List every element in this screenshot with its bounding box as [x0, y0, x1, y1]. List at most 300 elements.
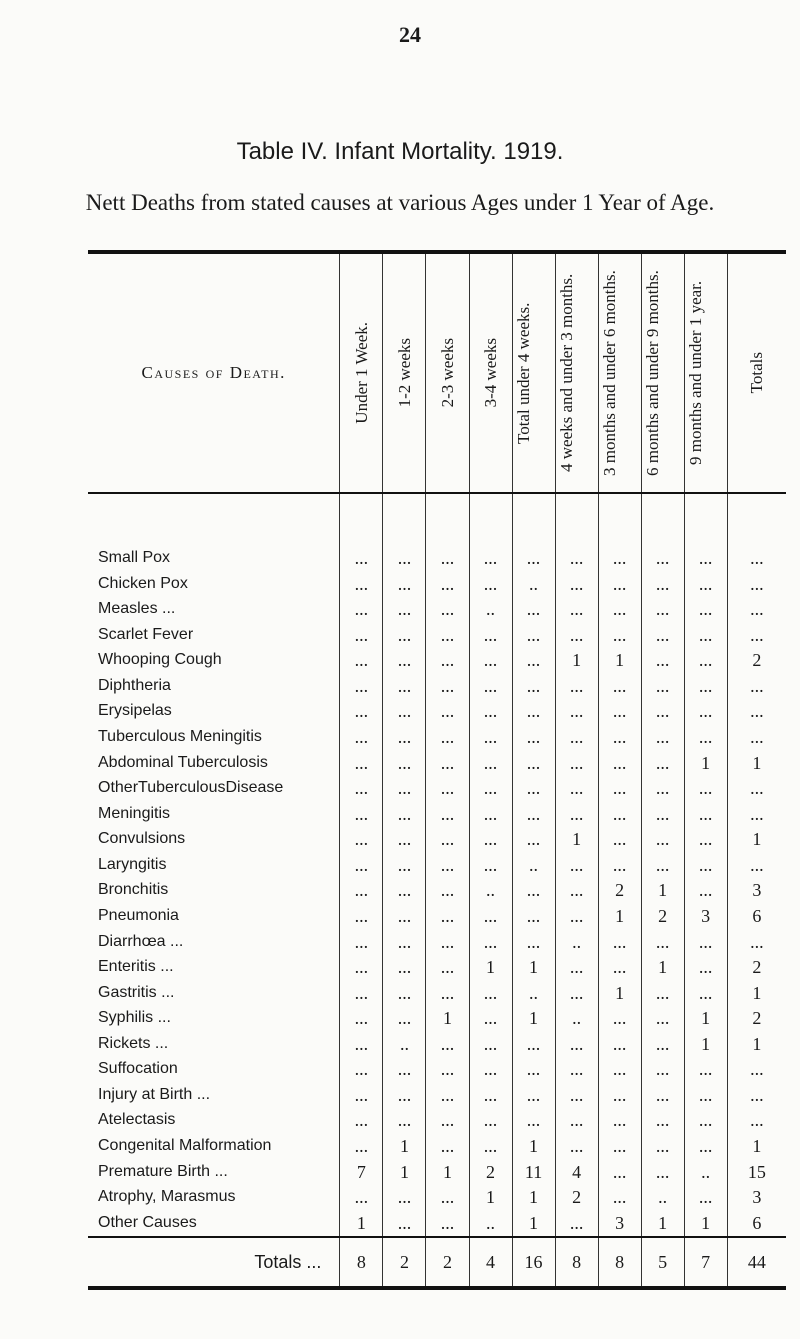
value-cell: ... [641, 1082, 684, 1108]
value-cell: ... [598, 852, 641, 878]
value-cell: ... [469, 545, 512, 571]
value-cell: 11 [512, 1159, 555, 1185]
cause-label: Diarrhœa ... [98, 932, 184, 950]
table-row [88, 801, 786, 827]
value-cell: ... [383, 929, 426, 955]
header-9-months-1-year: 9 months and under 1 year. [684, 252, 727, 493]
table-row [88, 699, 786, 725]
value-cell: ... [340, 648, 383, 674]
value-cell: 1 [684, 1031, 727, 1057]
value-cell: ... [598, 622, 641, 648]
value-cell: ... [684, 622, 727, 648]
value-cell: 15 [727, 1159, 786, 1185]
table-row [88, 878, 786, 904]
value-cell: ... [340, 980, 383, 1006]
value-cell: ... [512, 903, 555, 929]
total-cell: 16 [512, 1237, 555, 1288]
value-cell: ... [340, 903, 383, 929]
value-cell: ... [555, 1108, 598, 1134]
value-cell: .. [512, 852, 555, 878]
value-cell: ... [555, 724, 598, 750]
cause-label: Meningitis [98, 804, 171, 822]
value-cell: ... [469, 1057, 512, 1083]
value-cell: ... [641, 648, 684, 674]
value-cell: ... [383, 648, 426, 674]
value-cell: 1 [598, 903, 641, 929]
value-cell: ... [555, 1210, 598, 1237]
value-cell: 1 [512, 1005, 555, 1031]
total-cell: 8 [340, 1237, 383, 1288]
table-row [88, 1082, 786, 1108]
value-cell: ... [512, 878, 555, 904]
value-cell: ... [727, 673, 786, 699]
value-cell: ... [383, 1005, 426, 1031]
value-cell: ... [426, 827, 469, 853]
value-cell: ... [641, 852, 684, 878]
value-cell: ... [340, 1005, 383, 1031]
cause-label: Atelectasis [98, 1111, 176, 1129]
value-cell: ... [340, 699, 383, 725]
value-cell: ... [684, 724, 727, 750]
value-cell: ... [727, 1057, 786, 1083]
value-cell: ... [598, 827, 641, 853]
value-cell: ... [383, 1108, 426, 1134]
cause-label: Premature Birth ... [98, 1162, 228, 1180]
value-cell: ... [512, 801, 555, 827]
value-cell: 1 [684, 750, 727, 776]
table-row [88, 1005, 786, 1031]
value-cell: ... [340, 852, 383, 878]
value-cell: ... [512, 673, 555, 699]
total-cell: 4 [469, 1237, 512, 1288]
value-cell: 1 [340, 1210, 383, 1237]
value-cell: ... [426, 673, 469, 699]
value-cell: ... [383, 980, 426, 1006]
header-2-3-weeks: 2-3 weeks [426, 252, 469, 493]
value-cell: ... [383, 596, 426, 622]
value-cell: ... [426, 980, 469, 1006]
value-cell: 1 [555, 648, 598, 674]
value-cell: 1 [512, 954, 555, 980]
table-row [88, 648, 786, 674]
value-cell: ... [598, 775, 641, 801]
header-3-4-weeks: 3-4 weeks [469, 252, 512, 493]
value-cell: ... [598, 1005, 641, 1031]
value-cell: ... [512, 1108, 555, 1134]
value-cell: ... [598, 699, 641, 725]
value-cell: 1 [512, 1184, 555, 1210]
cause-label: Gastritis ... [98, 983, 175, 1001]
value-cell: 3 [598, 1210, 641, 1237]
value-cell: ... [555, 673, 598, 699]
totals-row [88, 1237, 786, 1288]
value-cell: ... [684, 980, 727, 1006]
value-cell: ... [727, 1082, 786, 1108]
value-cell: 2 [641, 903, 684, 929]
value-cell: ... [340, 1133, 383, 1159]
value-cell: ... [641, 980, 684, 1006]
value-cell: ... [684, 571, 727, 597]
value-cell: ... [512, 699, 555, 725]
value-cell: ... [383, 954, 426, 980]
value-cell: ... [641, 1005, 684, 1031]
table-row [88, 980, 786, 1006]
value-cell: ... [555, 954, 598, 980]
value-cell: ... [598, 801, 641, 827]
value-cell: ... [641, 1057, 684, 1083]
header-4-weeks-3-months: 4 weeks and under 3 months. [555, 252, 598, 493]
value-cell: ... [555, 545, 598, 571]
value-cell: ... [555, 852, 598, 878]
value-cell: ... [684, 648, 727, 674]
cause-label: Whooping Cough [98, 651, 222, 669]
value-cell: ... [727, 545, 786, 571]
value-cell: ... [641, 673, 684, 699]
value-cell: ... [469, 929, 512, 955]
value-cell: ... [598, 954, 641, 980]
value-cell: ... [598, 1108, 641, 1134]
value-cell: ... [383, 1082, 426, 1108]
value-cell: ... [469, 980, 512, 1006]
value-cell: ... [641, 1159, 684, 1185]
value-cell: ... [684, 596, 727, 622]
header-under-1-week: Under 1 Week. [340, 252, 383, 493]
table-row [88, 929, 786, 955]
value-cell: ... [469, 903, 512, 929]
value-cell: ... [598, 1159, 641, 1185]
value-cell: ... [469, 699, 512, 725]
value-cell: ... [469, 750, 512, 776]
value-cell: ... [383, 724, 426, 750]
value-cell: ... [512, 827, 555, 853]
value-cell: 3 [727, 1184, 786, 1210]
mortality-table [88, 250, 786, 1290]
value-cell: ... [426, 571, 469, 597]
value-cell: ... [340, 1108, 383, 1134]
table-row [88, 571, 786, 597]
total-cell: 2 [426, 1237, 469, 1288]
cause-label: Erysipelas [98, 702, 172, 720]
value-cell: ... [598, 1082, 641, 1108]
value-cell: 2 [727, 1005, 786, 1031]
value-cell: ... [555, 903, 598, 929]
value-cell: ... [598, 673, 641, 699]
value-cell: ... [340, 775, 383, 801]
value-cell: ... [426, 622, 469, 648]
value-cell: 1 [641, 878, 684, 904]
cause-label: Enteritis ... [98, 958, 174, 976]
value-cell: ... [727, 699, 786, 725]
value-cell: ... [426, 1108, 469, 1134]
value-cell: ... [426, 775, 469, 801]
value-cell: ... [727, 852, 786, 878]
value-cell: ... [641, 699, 684, 725]
table-row [88, 1057, 786, 1083]
value-cell: ... [383, 827, 426, 853]
value-cell: ... [340, 929, 383, 955]
value-cell: ... [469, 724, 512, 750]
value-cell: .. [469, 1210, 512, 1237]
value-cell: ... [512, 929, 555, 955]
value-cell: ... [469, 571, 512, 597]
cause-label: Rickets ... [98, 1034, 169, 1052]
value-cell: ... [426, 801, 469, 827]
total-cell: 8 [598, 1237, 641, 1288]
table-row [88, 954, 786, 980]
value-cell: 1 [727, 980, 786, 1006]
value-cell: ... [641, 750, 684, 776]
value-cell: ... [426, 1031, 469, 1057]
cause-label: Laryngitis [98, 855, 167, 873]
value-cell: ... [641, 571, 684, 597]
value-cell: ... [383, 852, 426, 878]
table-row [88, 1133, 786, 1159]
table-footer [88, 1237, 786, 1288]
cause-label: OtherTuberculousDisease [98, 779, 284, 797]
value-cell: ... [641, 929, 684, 955]
value-cell: ... [426, 545, 469, 571]
value-cell: ... [555, 699, 598, 725]
value-cell: ... [426, 1082, 469, 1108]
value-cell: ... [340, 673, 383, 699]
value-cell: .. [641, 1184, 684, 1210]
table-row [88, 1159, 786, 1185]
cause-label: Tuberculous Meningitis [98, 728, 262, 746]
value-cell: ... [598, 596, 641, 622]
value-cell: 1 [426, 1005, 469, 1031]
value-cell: ... [426, 852, 469, 878]
value-cell: ... [340, 954, 383, 980]
value-cell: ... [684, 775, 727, 801]
value-cell: ... [512, 622, 555, 648]
value-cell: 1 [469, 954, 512, 980]
value-cell: 1 [598, 980, 641, 1006]
cause-label: Atrophy, Marasmus [98, 1188, 236, 1206]
value-cell: .. [684, 1159, 727, 1185]
value-cell: ... [555, 1133, 598, 1159]
value-cell: ... [684, 1082, 727, 1108]
cause-label: Bronchitis [98, 881, 169, 899]
value-cell: 3 [684, 903, 727, 929]
value-cell: ... [641, 775, 684, 801]
value-cell: ... [727, 929, 786, 955]
value-cell: 2 [727, 648, 786, 674]
value-cell: ... [555, 980, 598, 1006]
value-cell: ... [598, 1031, 641, 1057]
value-cell: ... [641, 1133, 684, 1159]
value-cell: ... [383, 622, 426, 648]
value-cell: ... [469, 1108, 512, 1134]
cause-label: Injury at Birth ... [98, 1085, 211, 1103]
value-cell: 1 [383, 1159, 426, 1185]
value-cell: ... [555, 596, 598, 622]
table-row [88, 1184, 786, 1210]
value-cell: ... [512, 775, 555, 801]
cause-label: Congenital Malformation [98, 1137, 272, 1155]
value-cell: ... [684, 1133, 727, 1159]
value-cell: ... [340, 750, 383, 776]
value-cell: 6 [727, 903, 786, 929]
value-cell: 2 [469, 1159, 512, 1185]
value-cell: ... [684, 545, 727, 571]
value-cell: ... [383, 801, 426, 827]
value-cell: ... [383, 1057, 426, 1083]
value-cell: ... [469, 852, 512, 878]
value-cell: 1 [598, 648, 641, 674]
value-cell: ... [469, 1082, 512, 1108]
value-cell: 3 [727, 878, 786, 904]
value-cell: 1 [426, 1159, 469, 1185]
value-cell: 6 [727, 1210, 786, 1237]
value-cell: ... [426, 648, 469, 674]
value-cell: ... [383, 673, 426, 699]
table-row [88, 852, 786, 878]
value-cell: ... [684, 1184, 727, 1210]
value-cell: ... [727, 1108, 786, 1134]
value-cell: .. [512, 980, 555, 1006]
value-cell: 1 [383, 1133, 426, 1159]
value-cell: ... [469, 648, 512, 674]
value-cell: ... [555, 878, 598, 904]
value-cell: ... [426, 903, 469, 929]
value-cell: ... [555, 1057, 598, 1083]
table-row [88, 1031, 786, 1057]
value-cell: ... [641, 1031, 684, 1057]
value-cell: ... [641, 1108, 684, 1134]
value-cell: ... [684, 852, 727, 878]
value-cell: ... [727, 724, 786, 750]
value-cell: ... [598, 929, 641, 955]
value-cell: ... [684, 1108, 727, 1134]
cause-label: Scarlet Fever [98, 625, 194, 643]
table-body [88, 493, 786, 1237]
value-cell: ... [469, 1005, 512, 1031]
value-cell: .. [555, 1005, 598, 1031]
total-cell: 7 [684, 1237, 727, 1288]
value-cell: ... [383, 571, 426, 597]
value-cell: ... [684, 878, 727, 904]
value-cell: ... [426, 1057, 469, 1083]
cause-label: Other Causes [98, 1213, 197, 1231]
table-row [88, 750, 786, 776]
header-1-2-weeks: 1-2 weeks [383, 252, 426, 493]
value-cell: 1 [727, 827, 786, 853]
value-cell: ... [340, 571, 383, 597]
value-cell: ... [426, 750, 469, 776]
value-cell: ... [555, 1082, 598, 1108]
table-subtitle: Nett Deaths from stated causes at various Ages under 1 Year of Age. [85, 190, 715, 215]
value-cell: ... [684, 699, 727, 725]
value-cell: ... [684, 954, 727, 980]
value-cell: ... [383, 903, 426, 929]
value-cell: ... [512, 1031, 555, 1057]
value-cell: ... [383, 1184, 426, 1210]
value-cell: ... [512, 596, 555, 622]
value-cell: 2 [555, 1184, 598, 1210]
value-cell: 1 [727, 1031, 786, 1057]
value-cell: ... [469, 801, 512, 827]
value-cell: ... [598, 1057, 641, 1083]
value-cell: ... [555, 1031, 598, 1057]
value-cell: ... [598, 571, 641, 597]
value-cell: ... [512, 545, 555, 571]
value-cell: 2 [727, 954, 786, 980]
total-cell: 5 [641, 1237, 684, 1288]
table-row [88, 545, 786, 571]
cause-label: Chicken Pox [98, 574, 188, 592]
value-cell: ... [340, 1031, 383, 1057]
value-cell: ... [340, 801, 383, 827]
total-cell: 8 [555, 1237, 598, 1288]
value-cell: ... [340, 724, 383, 750]
spacer-row [88, 493, 786, 545]
value-cell: 1 [727, 750, 786, 776]
table-header [88, 252, 786, 493]
total-cell: 44 [727, 1237, 786, 1288]
value-cell: ... [727, 596, 786, 622]
value-cell: ... [426, 954, 469, 980]
value-cell: ... [340, 1082, 383, 1108]
cause-label: Measles ... [98, 600, 176, 618]
value-cell: ... [555, 801, 598, 827]
cause-label: Diphtheria [98, 676, 171, 694]
value-cell: ... [469, 673, 512, 699]
value-cell: ... [383, 1210, 426, 1237]
value-cell: ... [383, 750, 426, 776]
table-row [88, 903, 786, 929]
value-cell: 1 [555, 827, 598, 853]
value-cell: 1 [641, 954, 684, 980]
table-row [88, 596, 786, 622]
value-cell: ... [641, 801, 684, 827]
value-cell: ... [598, 750, 641, 776]
value-cell: ... [684, 827, 727, 853]
header-total-under-4-weeks: Total under 4 weeks. [512, 252, 555, 493]
value-cell: ... [426, 699, 469, 725]
value-cell: ... [684, 673, 727, 699]
total-cell: 2 [383, 1237, 426, 1288]
value-cell: ... [340, 878, 383, 904]
value-cell: ... [340, 596, 383, 622]
value-cell: 1 [641, 1210, 684, 1237]
value-cell: ... [641, 724, 684, 750]
value-cell: .. [469, 878, 512, 904]
value-cell: ... [340, 622, 383, 648]
value-cell: .. [383, 1031, 426, 1057]
value-cell: ... [426, 1133, 469, 1159]
value-cell: ... [727, 571, 786, 597]
value-cell: ... [727, 622, 786, 648]
value-cell: ... [555, 750, 598, 776]
totals-label: Totals ... [88, 1237, 340, 1288]
value-cell: ... [598, 545, 641, 571]
header-totals: Totals [727, 252, 786, 493]
value-cell: 2 [598, 878, 641, 904]
value-cell: ... [684, 1057, 727, 1083]
value-cell: 1 [469, 1184, 512, 1210]
value-cell: 7 [340, 1159, 383, 1185]
value-cell: 1 [727, 1133, 786, 1159]
value-cell: ... [598, 1184, 641, 1210]
cause-label: Suffocation [98, 1060, 178, 1078]
header-causes-of-death: Causes of Death. [88, 252, 340, 493]
value-cell: ... [727, 801, 786, 827]
value-cell: ... [641, 827, 684, 853]
mortality-table-container [88, 250, 786, 1290]
value-cell: .. [469, 596, 512, 622]
cause-label: Small Pox [98, 549, 171, 567]
value-cell: ... [598, 724, 641, 750]
